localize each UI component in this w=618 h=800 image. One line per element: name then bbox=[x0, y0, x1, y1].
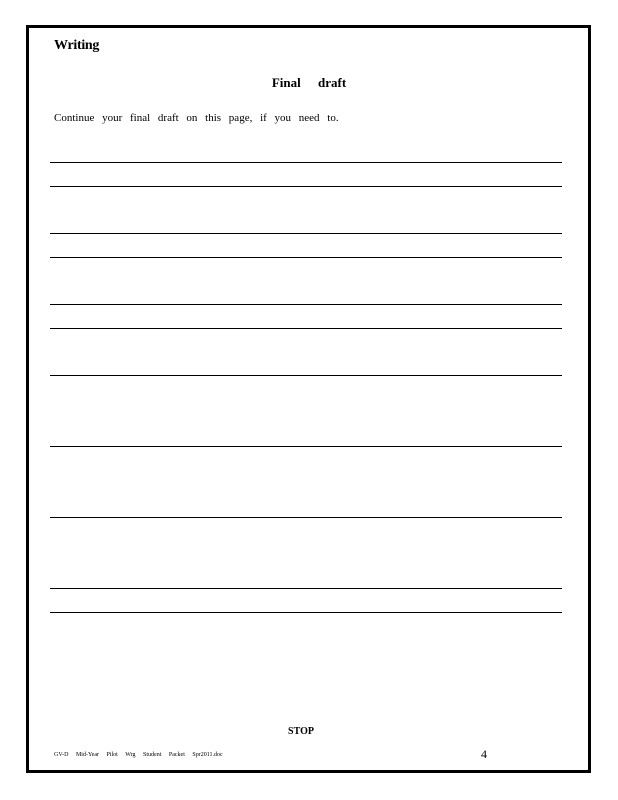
page-title: Final draft bbox=[271, 75, 347, 90]
writing-line bbox=[50, 304, 562, 305]
writing-line bbox=[50, 328, 562, 329]
writing-line bbox=[50, 612, 562, 613]
section-label: Writing bbox=[54, 38, 100, 53]
writing-line bbox=[50, 517, 562, 518]
writing-line bbox=[50, 162, 562, 163]
writing-line bbox=[50, 446, 562, 447]
writing-line bbox=[50, 186, 562, 187]
stop-label: STOP bbox=[288, 726, 314, 737]
writing-line bbox=[50, 375, 562, 376]
footer-source: GV-D Mid-Year Pilot Wrg Student Packet Spr2011.doc bbox=[54, 752, 223, 758]
instruction-text: Continue your final draft on this page, if you need to. bbox=[54, 112, 339, 124]
page-number: 4 bbox=[481, 747, 487, 761]
page-border bbox=[26, 25, 591, 773]
writing-line bbox=[50, 257, 562, 258]
writing-line bbox=[50, 588, 562, 589]
writing-line bbox=[50, 233, 562, 234]
